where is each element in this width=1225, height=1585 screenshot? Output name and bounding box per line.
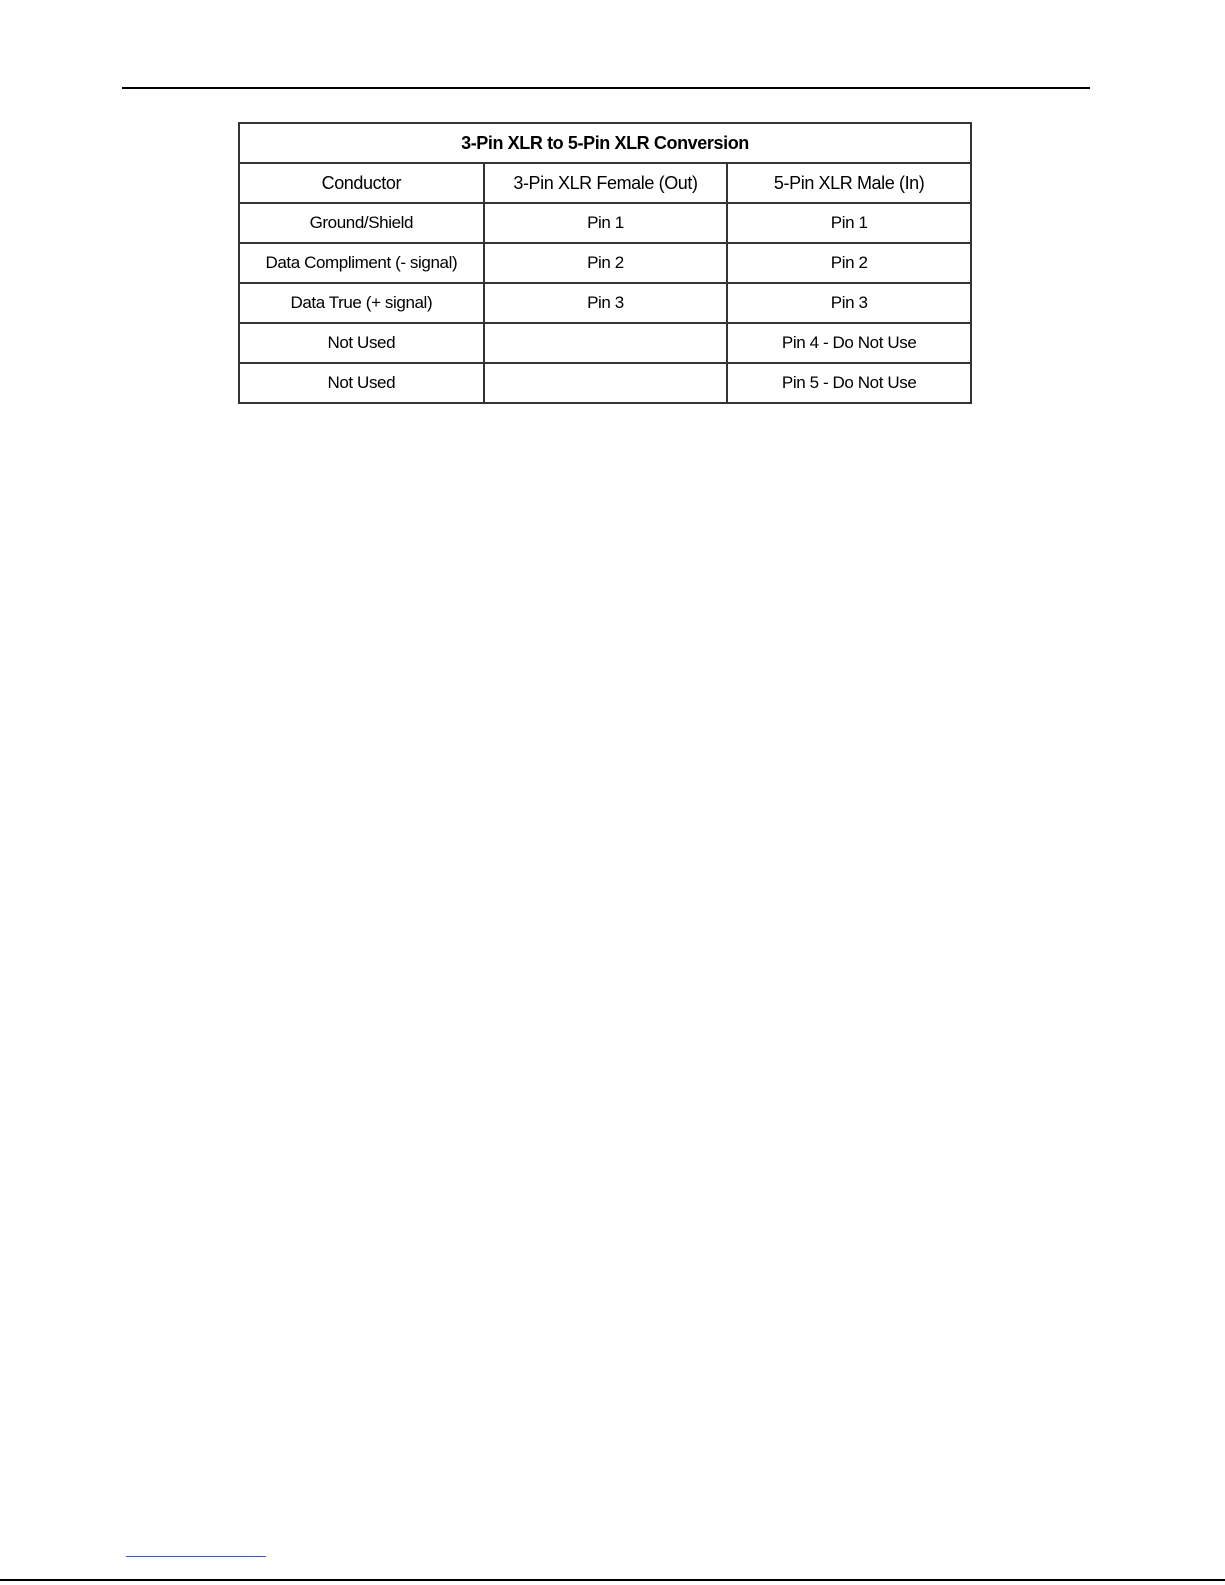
3pin-cell: Pin 1: [484, 203, 728, 243]
3pin-cell: [484, 323, 728, 363]
xlr-conversion-table: [238, 122, 972, 404]
conductor-cell: Data True (+ signal): [239, 283, 484, 323]
conductor-cell: Ground/Shield: [239, 203, 484, 243]
table-title: 3-Pin XLR to 5-Pin XLR Conversion: [239, 123, 971, 163]
3pin-cell: Pin 3: [484, 283, 728, 323]
column-header-5pin-male: 5-Pin XLR Male (In): [727, 163, 971, 203]
table-row: [239, 243, 971, 283]
conductor-cell: Not Used: [239, 323, 484, 363]
table-title-row: [239, 123, 971, 163]
table-row: [239, 283, 971, 323]
footer-link-underline: [126, 1556, 266, 1557]
5pin-cell: Pin 4 - Do Not Use: [727, 323, 971, 363]
column-header-3pin-female: 3-Pin XLR Female (Out): [484, 163, 728, 203]
footer-rule: [0, 1579, 1225, 1581]
table-header-row: [239, 163, 971, 203]
table-row: [239, 203, 971, 243]
conductor-cell: Data Compliment (- signal): [239, 243, 484, 283]
5pin-cell: Pin 5 - Do Not Use: [727, 363, 971, 403]
conductor-cell: Not Used: [239, 363, 484, 403]
header-rule: [122, 87, 1090, 89]
3pin-cell: Pin 2: [484, 243, 728, 283]
column-header-conductor: Conductor: [239, 163, 484, 203]
5pin-cell: Pin 3: [727, 283, 971, 323]
table-row: [239, 363, 971, 403]
5pin-cell: Pin 2: [727, 243, 971, 283]
5pin-cell: Pin 1: [727, 203, 971, 243]
3pin-cell: [484, 363, 728, 403]
table-row: [239, 323, 971, 363]
